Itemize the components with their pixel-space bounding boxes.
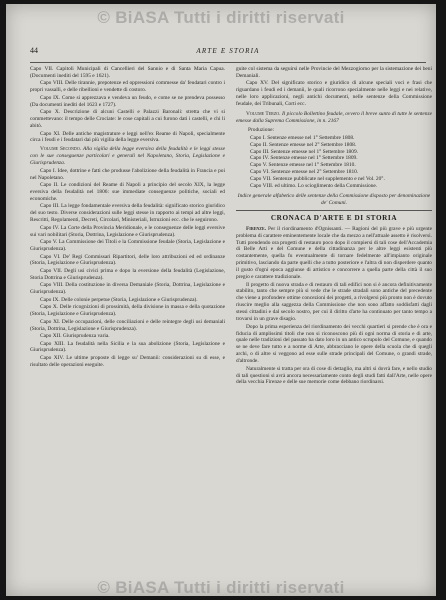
production-item: Capo VII. Sentenze pubblicate nel supplemento e nel Vol. 20°. bbox=[250, 176, 385, 183]
left-paragraph: Capo II. Le condizioni del Reame di Napoli a principio del secolo XIX, la legge eversiva della feudalità nel 1806: sue immediate conseguenze politiche, sociali ed economiche. bbox=[30, 182, 225, 202]
production-item: Capo II. Sentenze emesse nel 2° Settembre 1808. bbox=[250, 141, 357, 148]
appendix-note: Indice generale alfabetico delle sentenze della Commissione disposto per denominazione de' Comuni. bbox=[237, 193, 431, 206]
right-paragraph: Capo XV. Del significato storico e giuridico di alcune speciali voci e frasi che riguardano i feudi ed i demanii, le quali ricorrono specialmente nelle leggi e nei relative, nelle loro applicazioni, negli antichi documenti, nelle sentenze della Commissione feudale, dei Tribunali, Corti ecc. bbox=[236, 80, 432, 108]
cronaca-heading: CRONACA D'ARTE E DI STORIA bbox=[270, 213, 398, 222]
left-paragraph: Capo VII. Degli usi civici prima e dopo la eversione della feudalità (Legislazione, Storia Dottrina e Giurisprudenza). bbox=[30, 267, 225, 281]
volume-label: Volume Secondo. bbox=[40, 146, 82, 153]
section-title: ARTE E STORIA bbox=[196, 47, 260, 55]
left-paragraph: Capo IX. Come si apprezzava e vendeva un feudo, e come se ne prendeva possesso (Da documenti inediti del 1623 e 1727). bbox=[30, 94, 225, 108]
left-paragraph: Capo V. La Commissione dei Titoli e la Commissione feudale (Storia, Legislazione e Giurisprudenza). bbox=[30, 239, 225, 252]
page-number: 44 bbox=[30, 46, 38, 55]
production-item: Capo IV. Sentenze emesse nel 1° Settembre 1809. bbox=[250, 155, 358, 162]
right-paragraph: guite col sistema da seguirsi nelle Provincie del Mezzogiorno per la sistemazione dei beni Demaniali. bbox=[236, 66, 432, 79]
left-paragraph: Capo XIII. La feudalità nella Sicilia e la sua abolizione (Storia, Legislazione e Giurisprudenza). bbox=[30, 340, 225, 354]
volume-subtitle: Storia, Legislazione e Giurisprudenza. bbox=[30, 153, 225, 167]
left-column bbox=[30, 66, 225, 369]
volume-second-heading bbox=[30, 146, 225, 167]
dateline-city: Firenze. bbox=[246, 225, 266, 232]
watermark-top: © BiASA Tutti i diritti riservati bbox=[97, 8, 345, 27]
production-item: Capo V. Sentenze emesse nel 1° Settembre 1810. bbox=[250, 162, 356, 169]
volume-label: Volume Terzo. bbox=[246, 111, 281, 118]
cronaca-paragraph: Dopo la prima esperienza del riordinamento dei vecchi quartieri si prende che è ora e fiducia di amplissimi titoli che non si riconoscono più di ogni norma di storia e di arte, quale nelle tradizioni del passato ha dato loro in un antico scrupolo del Comune, e quando se ne deve fare tutto e a norme di Arte, abbracciano le opere della scuola che di quegli archi, o di altre si veggono ad esse sulle strade principali del Comune, o grandi strade, d'altronde. bbox=[236, 323, 432, 365]
cronaca-first-paragraph bbox=[236, 226, 432, 281]
page-sheet bbox=[6, 4, 436, 596]
left-paragraph: Capo X. Delle ricognizioni di prossimità, della divisione in massa e della quotazione (Storia, Legislazione e Giurisprudenza). bbox=[30, 304, 225, 318]
left-paragraph: Capo VII. Capitoli Municipali di Cancellieri del Sannio e di Santa Maria Capua. (Documenti inediti del 1595 e 1621). bbox=[30, 66, 225, 79]
left-paragraph: Capo VIII. Della costituzione in diversa Demaniale (Storia, Dottrina, Legislazione e Giurisprudenza). bbox=[30, 282, 225, 296]
left-paragraph: Capo XIV. Le ultime proposte di legge su' Demanii: considerazioni su di esse, e risultato delle operazioni eseguite. bbox=[30, 354, 225, 368]
production-item: Capo I. Sentenze emesse nel 1° Settembre 1808. bbox=[250, 134, 355, 141]
productions-label: Produzione: bbox=[248, 126, 275, 133]
volume-title: Il piccolo Bollettino feudale, ovvero il breve sunto di tutte le sentenze emesse dalla Suprema Commissione, in n. 2167 bbox=[236, 111, 432, 124]
production-item: Capo VIII. ed ultimo. Lo scioglimento della Commissione. bbox=[250, 183, 378, 190]
left-paragraph: Capo IX. Delle colonie perpetue (Storia, Legislazione e Giurisprudenza). bbox=[40, 296, 198, 303]
left-paragraph: Capo VI. De' Regi Commissari Ripartitori, delle loro attribuzioni ed ed ordinanze (Storia, Legislazione e Giurisprudenza). bbox=[30, 253, 225, 267]
cronaca-paragraph: Il progetto di nuova strada e di restauro di tali edifici non si è ancora definitivamente stabilito, tanto che sempre più si vede che le strade stradali sono antiche del precedente che viene a profondere ottime concezioni dei progetti, a rivolgersi più pronto non è dovuto riuscire meglio alla saggezza della Commissione che non sono affatto soddisfatti dagli stessi cittadini e dal secolo nostro, per cui il diritto d'arte ha continuato per tanto tempo a trovarsi in un grave disagio. bbox=[236, 281, 432, 323]
left-paragraph: Capo I. Idee, dottrine e fatti che produsse l'abolizione della feudalità in Francia e poi nel Napoletano. bbox=[30, 167, 225, 181]
productions-list bbox=[250, 135, 432, 190]
left-paragraph: Capo XII. Giurisprudenza varia. bbox=[40, 333, 110, 340]
volume-third-heading bbox=[236, 111, 432, 125]
running-head bbox=[30, 46, 426, 63]
left-paragraph: Capo III. La legge fondamentale eversiva della feudalità: significato storico giuridico del suo testo. Diverse considerazioni sulle leggi stesse in rapporto ai tempi ad altre leggi, Rescritti, Regolamenti, Decreti, Circolari, Ministeriali, Istruzioni ecc. che le seguirono. bbox=[30, 203, 225, 224]
section-divider bbox=[236, 210, 432, 211]
watermark-bottom: © BiASA Tutti i diritti riservati bbox=[97, 578, 345, 597]
left-paragraph: Capo VIII. Delle tirannie, prepotenze ed oppressioni commesse da' feudatari contro i propri vassalli, e delle ribellioni e vendette di costoro. bbox=[30, 80, 225, 94]
left-paragraph: Capo X. Descrizione di alcuni Castelli e Palazzi Baronali: stretta che vi si commettevano: il tempo delle Crociate: le cose capitali a cui furono dati i castelli, e chi li abitò. bbox=[30, 109, 225, 130]
volume-title: Alla vigilia della legge eversiva della feudalità e le leggi stesse con le sue conseguenze particolari e generali nel Napoletano, bbox=[30, 146, 225, 160]
cronaca-text: Per il riordinamento d'Ognissanti. — Ragioni del più grave e più urgente problema di carattere eminentemente locale che da mezzo a nell'attuale assetto è risolversi. Tutti prendendo ora progetti di restauro poco dopo il compiersi di tali cose dell'Accademia di Belle Arti e del Comune e della cittadinanza per le altre leggi esistenti più costantemente, quella fu eventualmente di tornare fedelmente all'impianto originale primitivo, lasciando da parte quelli che a tutto posteriore e l'altra di non disperdere quanto il gusto d'ogni epoca aggiunse di artistico e concorrere a quella parte della città il suo pregio e carattere tradizionale. bbox=[236, 225, 432, 281]
left-paragraph: Capo IV. La Corte della Provincia Meridionale, e le conseguenze delle leggi eversive sui vari nobilitari (Storia, Dottrina, Legislazione e Giurisprudenza). bbox=[30, 224, 225, 238]
left-paragraph: Capo XI. Delle occupazioni, delle conciliazioni e delle reintegre degli usi demaniali (Storia, Dottrina, Legislazione e Giurisprudenza). bbox=[30, 318, 225, 332]
production-item: Capo VI. Sentenze emesse nel 2° Settembre 1810. bbox=[250, 169, 359, 176]
cronaca-paragraph: Naturalmente si tratta per ora di cose di dettaglio, ma altri si dovrà fare, e nello studio di tali questioni si avrà ancora necessariamente conto degli studi fatti dall'Arte, nelle opere della vecchia Firenze e delle sue memorie come debbano riordinarsi. bbox=[236, 365, 432, 386]
production-item: Capo III. Sentenze emesse nel 1° Settembre 1809. bbox=[250, 148, 358, 155]
right-column bbox=[236, 66, 432, 387]
left-paragraph: Capo XI. Delle antiche magistrature e leggi nell'ex Reame di Napoli, specialmente circa i feudi e i feudatari dai più vigilia della legge eversiva. bbox=[30, 130, 225, 144]
